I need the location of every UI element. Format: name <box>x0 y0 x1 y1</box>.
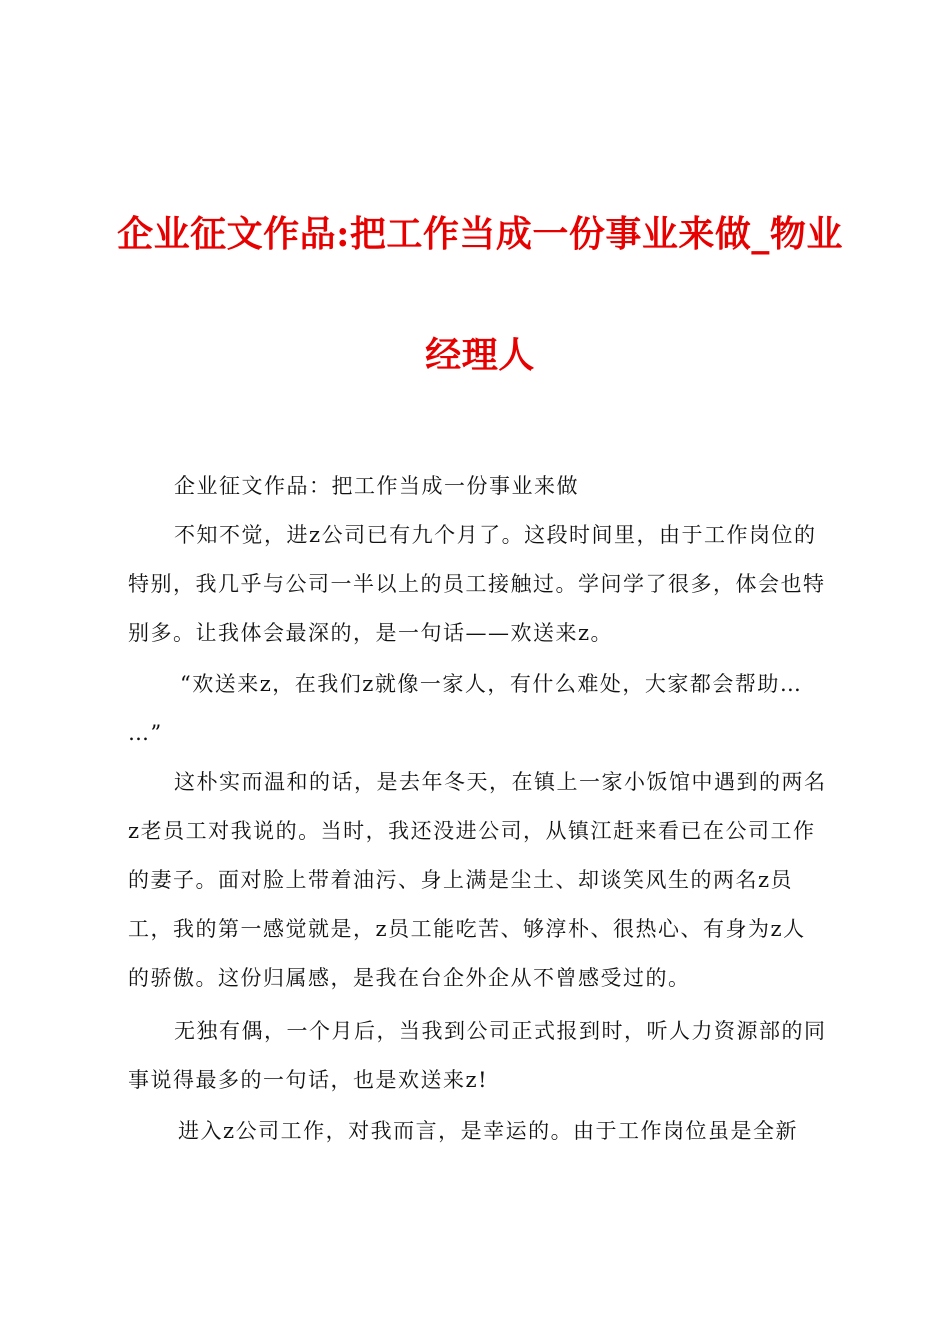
paragraph-line: 的骄傲。这份归属感，是我在台企外企从不曾感受过的。 <box>128 966 691 990</box>
paragraph-line: z老员工对我说的。当时，我还没进公司，从镇江赶来看已在公司工作 <box>128 819 816 843</box>
paragraph-4 <box>128 1007 834 1105</box>
paragraph-line: 事说得最多的一句话，也是欢送来z! <box>128 1068 489 1092</box>
paragraph-line: 无独有偶，一个月后，当我到公司正式报到时，听人力资源部的同 <box>174 1019 827 1043</box>
paragraph-line: 特别，我几乎与公司一半以上的员工接触过。学问学了很多，体会也特 <box>128 572 826 596</box>
paragraph-line: 工，我的第一感觉就是，z员工能吃苦、够淳朴、很热心、有身为z人 <box>128 917 806 941</box>
paragraph-line: 别多。让我体会最深的，是一句话——欢送来z。 <box>128 621 614 645</box>
subtitle-line: 企业征文作品：把工作当成一份事业来做 <box>174 474 579 498</box>
paragraph-3 <box>128 758 834 1003</box>
paragraph-5 <box>128 1107 834 1156</box>
paragraph-line: “欢送来z，在我们z就像一家人，有什么难处，大家都会帮助… <box>180 672 803 696</box>
paragraph-line: …” <box>128 721 163 745</box>
document-title-line-2: 经理人 <box>425 334 535 376</box>
paragraph-1 <box>128 511 834 658</box>
document-title-line-1: 企业征文作品:把工作当成一份事业来做_物业 <box>117 213 843 255</box>
paragraph-line: 的妻子。面对脸上带着油污、身上满是尘土、却谈笑风生的两名z员 <box>128 868 794 892</box>
paragraph-line: 不知不觉，进z公司已有九个月了。这段时间里，由于工作岗位的 <box>174 523 817 547</box>
paragraph-2 <box>128 660 834 758</box>
subtitle-paragraph <box>128 462 834 511</box>
paragraph-line: 进入z公司工作，对我而言，是幸运的。由于工作岗位虽是全新 <box>178 1119 799 1143</box>
paragraph-line: 这朴实而温和的话，是去年冬天，在镇上一家小饭馆中遇到的两名 <box>174 770 827 794</box>
